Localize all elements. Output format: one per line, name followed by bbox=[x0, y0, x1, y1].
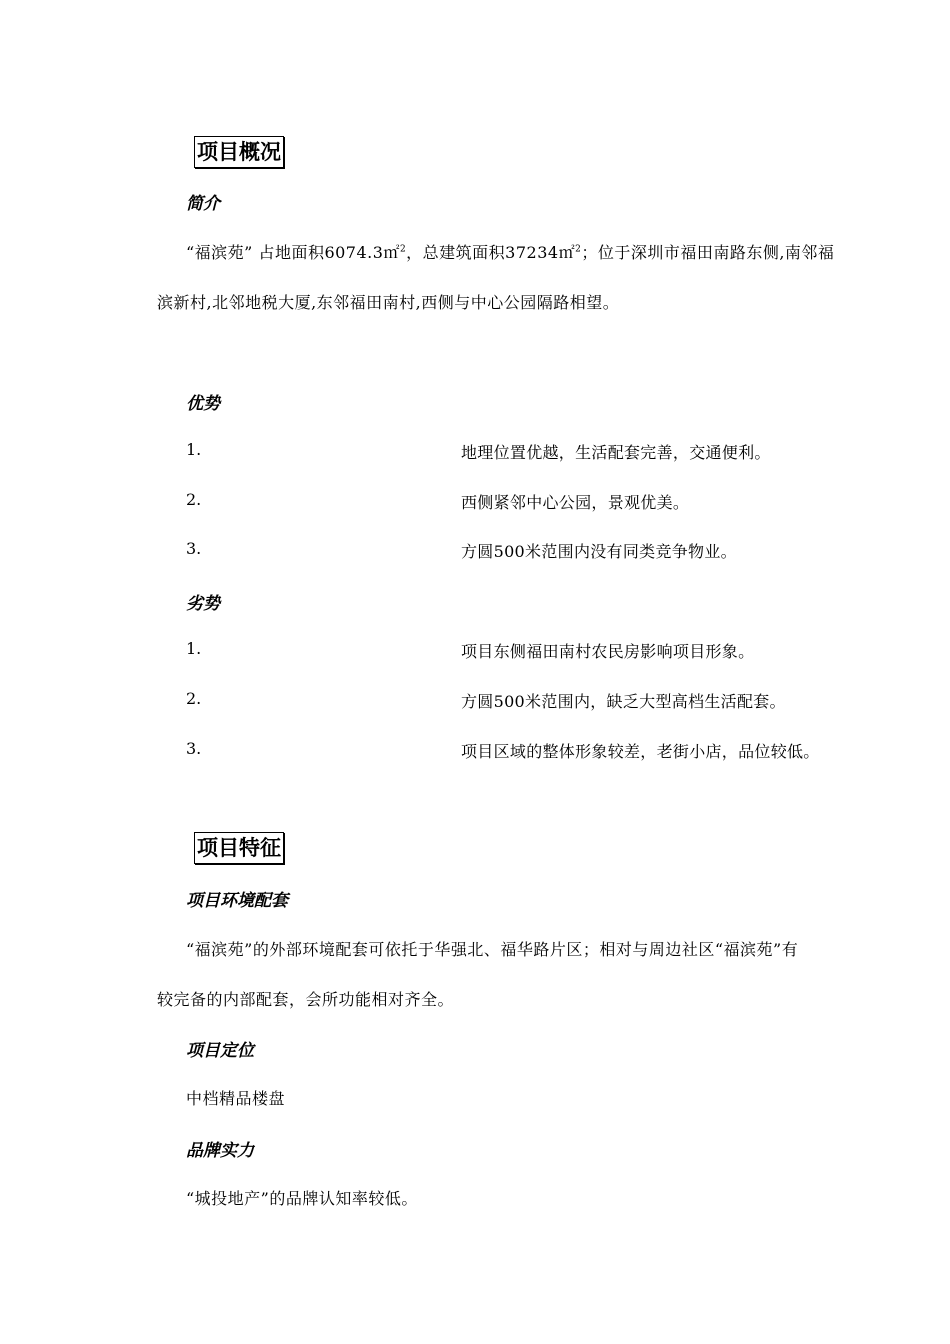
weakness-num-2: 2. bbox=[186, 689, 202, 708]
strength-text-2: 西侧紧邻中心公园，景观优美。 bbox=[461, 493, 690, 512]
section-title-overview: 项目概况 bbox=[194, 136, 284, 168]
heading-strengths: 优势 bbox=[186, 394, 220, 414]
intro-text-b: ，总建筑面积37234㎡ bbox=[406, 243, 576, 262]
positioning-text: 中档精品楼盘 bbox=[186, 1089, 286, 1108]
strength-num-2: 2. bbox=[186, 490, 202, 509]
intro-sup-1: 2 bbox=[399, 244, 407, 255]
weakness-text-3: 项目区域的整体形象较差，老街小店，品位较低。 bbox=[461, 742, 820, 761]
heading-positioning: 项目定位 bbox=[186, 1041, 254, 1061]
intro-paragraph-line1 bbox=[186, 240, 834, 263]
strength-text-1: 地理位置优越，生活配套完善，交通便利。 bbox=[461, 443, 771, 462]
intro-paragraph-line2: 滨新村,北邻地税大厦,东邻福田南村,西侧与中心公园隔路相望。 bbox=[157, 293, 620, 312]
intro-text-c: ；位于深圳市福田南路东侧,南邻福 bbox=[581, 243, 835, 262]
env-paragraph-line1: “福滨苑”的外部环境配套可依托于华强北、福华路片区；相对与周边社区“福滨苑”有 bbox=[186, 940, 799, 959]
strength-text-3: 方圆500米范围内没有同类竞争物业。 bbox=[461, 542, 737, 561]
env-paragraph-line2: 较完备的内部配套，会所功能相对齐全。 bbox=[157, 990, 455, 1009]
strength-num-1: 1. bbox=[186, 440, 202, 459]
weakness-text-2: 方圆500米范围内，缺乏大型高档生活配套。 bbox=[461, 692, 786, 711]
heading-environment: 项目环境配套 bbox=[186, 891, 288, 911]
weakness-num-3: 3. bbox=[186, 739, 202, 758]
heading-brand: 品牌实力 bbox=[186, 1141, 254, 1161]
weakness-num-1: 1. bbox=[186, 639, 202, 658]
weakness-text-1: 项目东侧福田南村农民房影响项目形象。 bbox=[461, 642, 755, 661]
heading-intro: 简介 bbox=[186, 194, 220, 214]
intro-text-a: “福滨苑” 占地面积6074.3㎡ bbox=[186, 243, 400, 262]
strength-num-3: 3. bbox=[186, 539, 202, 558]
intro-sup-2: 2 bbox=[575, 244, 582, 255]
heading-weaknesses: 劣势 bbox=[186, 594, 220, 614]
section-title-features: 项目特征 bbox=[194, 832, 284, 864]
brand-text: “城投地产”的品牌认知率较低。 bbox=[186, 1189, 418, 1208]
